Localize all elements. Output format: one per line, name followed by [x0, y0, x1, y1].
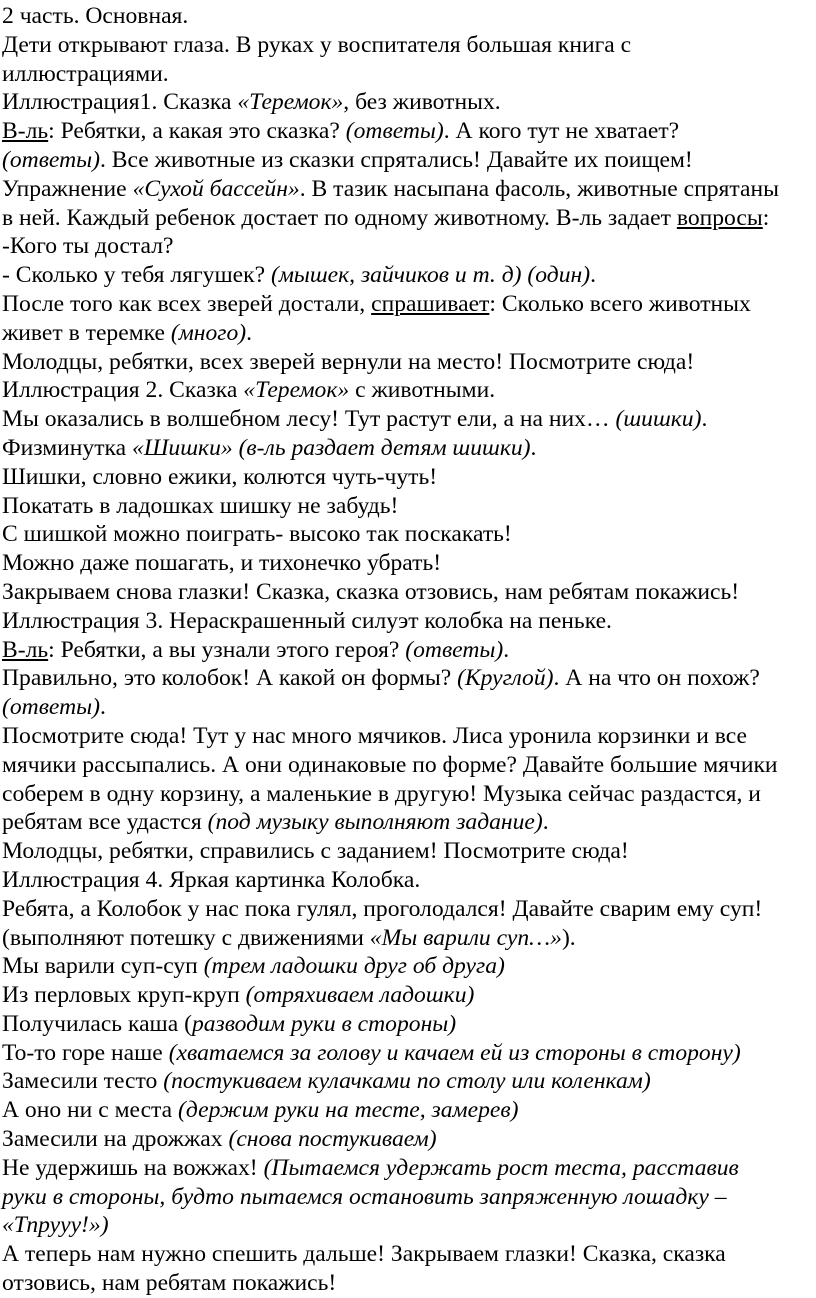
text-span: 2 часть. Основная.	[2, 3, 189, 29]
italic-text: (мышек, зайчиков и т. д) (один)	[270, 262, 591, 289]
text-line	[2, 578, 812, 607]
text-span: .	[503, 636, 510, 663]
text-line	[2, 895, 812, 924]
text-span: соберем в одну корзину, а маленькие в другую! Музыка сейчас раздастся, и	[2, 780, 761, 807]
text-span: Закрываем снова глазки! Сказка, сказка отзовись, нам ребятам покажись!	[2, 578, 740, 605]
text-line	[2, 60, 812, 89]
text-span: То-то горе наше	[2, 1039, 169, 1066]
text-span: А теперь нам нужно спешить дальше! Закрываем глазки! Сказка, сказка	[2, 1241, 726, 1268]
italic-text: (хватаемся за голову и качаем ей из стороны в сторону)	[168, 1039, 741, 1066]
text-span: А оно ни с места	[2, 1097, 179, 1124]
italic-text: «Шишки» (в-ль раздает детям шишки)	[132, 434, 531, 461]
text-span: .	[99, 694, 106, 721]
text-line	[2, 261, 812, 290]
text-line	[2, 664, 812, 693]
text-span: Можно даже пошагать, и тихонечко убрать!	[2, 550, 442, 577]
text-line	[2, 751, 812, 780]
text-line	[2, 463, 812, 492]
text-span: После того как всех зверей достали,	[2, 290, 372, 317]
text-span: С шишкой можно поиграть- высоко так поскакать!	[2, 521, 512, 548]
text-line	[2, 837, 812, 866]
text-line	[2, 1183, 812, 1212]
text-span: Молодцы, ребятки, всех зверей вернули на место! Посмотрите сюда!	[2, 348, 695, 375]
text-span: : Ребятки, а вы узнали этого героя?	[48, 636, 406, 663]
text-span: Ребята, а Колобок у нас пока гулял, проголодался! Давайте сварим ему суп!	[2, 895, 763, 922]
text-line	[2, 1154, 812, 1183]
text-span: Замесили на дрожжах	[2, 1126, 229, 1153]
text-span: мячики рассыпались. А они одинаковые по форме? Давайте большие мячики	[2, 751, 778, 778]
text-line	[2, 1039, 812, 1068]
text-span: Из перловых круп-круп	[2, 982, 246, 1009]
text-span: :	[762, 204, 770, 231]
text-span: Иллюстрация1. Сказка	[2, 89, 238, 116]
text-line	[2, 952, 812, 981]
text-span: .	[701, 406, 708, 433]
text-line	[2, 492, 812, 521]
text-line	[2, 348, 812, 377]
text-span: Иллюстрация 2. Сказка	[2, 377, 244, 404]
text-line	[2, 866, 812, 895]
text-span: Иллюстрация 3. Нераскрашенный силуэт колобка на пеньке.	[2, 607, 612, 634]
text-span: живет в теремке	[2, 319, 171, 346]
text-line	[2, 88, 812, 117]
text-line	[2, 146, 812, 175]
text-span: . А на что он похож?	[553, 665, 760, 692]
text-span: Физминутка	[2, 434, 133, 461]
italic-text: руки в стороны, будто пытаемся остановить запряженную лошадку –	[2, 1183, 727, 1210]
text-span: Замесили тесто	[2, 1068, 164, 1095]
italic-text: (трем ладошки друг об друга)	[203, 953, 505, 980]
text-line	[2, 376, 812, 405]
text-line	[2, 31, 812, 60]
text-span: Упражнение	[2, 175, 133, 202]
italic-text: (много)	[170, 319, 247, 346]
italic-text: (снова постукиваем)	[228, 1126, 437, 1153]
text-line	[2, 1010, 812, 1039]
text-span: ребятам все удастся	[2, 809, 208, 836]
text-span: Не удержишь на вожжах!	[2, 1154, 264, 1181]
text-line	[2, 1096, 812, 1125]
text-span: : Сколько всего животных	[489, 290, 751, 317]
text-span: Мы оказались в волшебном лесу! Тут растут ели, а на них…	[2, 406, 616, 433]
text-span: Правильно, это колобок! А какой он формы?	[2, 665, 458, 692]
text-span: .	[530, 434, 537, 461]
text-span: . А кого тут не хватает?	[443, 118, 680, 145]
text-span: Получилась каша (	[2, 1010, 192, 1037]
text-line	[2, 520, 812, 549]
text-line	[2, 1240, 812, 1269]
text-span: ).	[561, 924, 576, 951]
underlined-text: спрашивает	[371, 290, 490, 317]
italic-text: «Сухой бассейн»	[132, 175, 300, 202]
text-line	[2, 1269, 812, 1298]
text-span: . В тазик насыпана фасоль, животные спрятаны	[299, 175, 779, 202]
italic-text: (ответы)	[2, 146, 100, 173]
text-span: Мы варили суп-суп	[2, 953, 204, 980]
italic-text: (шишки)	[615, 406, 702, 433]
text-line	[2, 636, 812, 665]
text-span: Дети открывают глаза. В руках у воспитателя большая книга с	[2, 31, 632, 58]
text-span: отзовись, нам ребятам покажись!	[2, 1270, 337, 1297]
text-line	[2, 2, 812, 31]
italic-text: «Тпруyy!»)	[2, 1212, 109, 1239]
italic-text: (Пытаемся удержать рост теста, расставив	[263, 1154, 739, 1181]
italic-text: «Теремок»	[243, 377, 350, 404]
text-span: , без животных.	[343, 89, 501, 116]
text-line	[2, 780, 812, 809]
text-span: в ней. Каждый ребенок достает по одному животному. В-ль задает	[2, 204, 677, 231]
text-line	[2, 405, 812, 434]
text-span: с животными.	[349, 377, 496, 404]
text-line	[2, 290, 812, 319]
underlined-text: вопросы	[676, 204, 763, 231]
text-line	[2, 1211, 812, 1240]
text-span: Молодцы, ребятки, справились с заданием! Посмотрите сюда!	[2, 838, 629, 865]
text-line	[2, 722, 812, 751]
italic-text: «Теремок»	[237, 89, 344, 116]
italic-text: (ответы)	[345, 118, 444, 145]
italic-text: (Круглой)	[457, 665, 554, 692]
text-span: (выполняют потешку с движениями	[2, 924, 370, 951]
text-line	[2, 693, 812, 722]
text-span: . Все животные из сказки спрятались! Давайте их поищем!	[99, 146, 693, 173]
text-span: Посмотрите сюда! Тут у нас много мячиков. Лиса уронила корзинки и все	[2, 722, 747, 749]
italic-text: «Мы варили суп…»	[369, 924, 562, 951]
italic-text: (под музыку выполняют задание)	[207, 809, 543, 836]
text-line	[2, 175, 812, 204]
text-span: : Ребятки, а какая это сказка?	[48, 118, 346, 145]
text-line	[2, 232, 812, 261]
text-span: Шишки, словно ежики, колются чуть-чуть!	[2, 463, 438, 490]
text-span: .	[542, 809, 549, 836]
text-span: Покатать в ладошках шишку не забудь!	[2, 492, 399, 519]
text-line	[2, 204, 812, 233]
text-line	[2, 808, 812, 837]
italic-text: разводим руки в стороны)	[191, 1010, 457, 1037]
underlined-text: В-ль	[2, 636, 49, 663]
italic-text: (держим руки на тесте, замерев)	[178, 1097, 519, 1124]
italic-text: (постукиваем кулачками по столу или коленкам)	[163, 1068, 651, 1095]
text-span: Иллюстрация 4. Яркая картинка Колобка.	[2, 866, 421, 893]
text-line	[2, 434, 812, 463]
text-line	[2, 924, 812, 953]
text-span: .	[590, 262, 596, 289]
italic-text: (отряхиваем ладошки)	[245, 982, 475, 1009]
text-span: .	[246, 319, 253, 346]
text-line	[2, 117, 812, 146]
text-span: иллюстрациями.	[2, 60, 169, 87]
italic-text: (ответы)	[405, 636, 504, 663]
text-line	[2, 1067, 812, 1096]
text-line	[2, 607, 812, 636]
text-line	[2, 981, 812, 1010]
text-span: - Сколько у тебя лягушек?	[2, 262, 271, 289]
text-line	[2, 319, 812, 348]
text-span: -Кого ты достал?	[2, 233, 174, 260]
underlined-text: В-ль	[2, 118, 49, 145]
italic-text: (ответы)	[2, 694, 100, 721]
text-line	[2, 1125, 812, 1154]
text-line	[2, 549, 812, 578]
